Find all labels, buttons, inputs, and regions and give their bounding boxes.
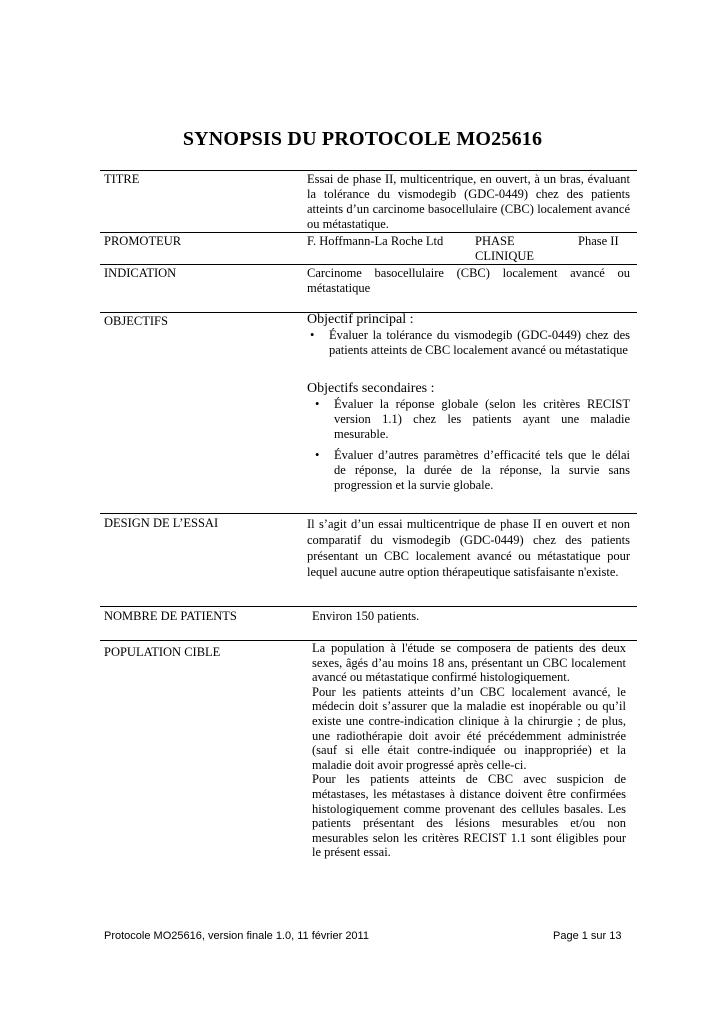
- phase-label-line-1: PHASE: [475, 234, 515, 248]
- population-paragraph: La population à l'étude se composera de patients des deux sexes, âgés d’au moins 18 ans, présentant un CBC localement avancé ou métastatique confirmé histologiquement.: [312, 641, 626, 685]
- row-text-titre: Essai de phase II, multicentrique, en ouvert, à un bras, évaluant la tolérance du vismodegib (GDC-0449) chez des patients atteints d’un carcinome basocellulaire (CBC) localement avancé ou métastatique.: [307, 172, 630, 231]
- footer-page-number: Page 1 sur 13: [553, 930, 622, 942]
- row-label-objectifs: OBJECTIFS: [104, 314, 168, 328]
- objectifs-secondaires-heading: Objectifs secondaires :: [307, 381, 435, 396]
- row-label-population: POPULATION CIBLE: [104, 645, 221, 659]
- promoteur-name: F. Hoffmann-La Roche Ltd: [307, 234, 444, 248]
- row-label-titre: TITRE: [104, 172, 140, 186]
- bullet-icon: •: [310, 328, 315, 342]
- list-item: • Évaluer la tolérance du vismodegib (GDC-0449) chez des patients atteints de CBC localement avancé ou métastatique: [310, 328, 630, 357]
- row-text-design: Il s’agit d’un essai multicentrique de phase II en ouvert et non comparatif du vismodegib (GDC-0449) chez des patients présentant un CBC localement avancé ou métastatique pour lequel aucune autre option thérapeutique satisfaisante n'existe.: [307, 517, 630, 579]
- bullet-icon: •: [315, 397, 320, 411]
- row-label-nombre: NOMBRE DE PATIENTS: [104, 609, 237, 623]
- row-label-design: DESIGN DE L’ESSAI: [104, 516, 219, 530]
- row-divider: [100, 170, 637, 171]
- footer-left: Protocole MO25616, version finale 1.0, 11 février 2011: [104, 930, 369, 942]
- row-text-indication: Carcinome basocellulaire (CBC) localement avancé ou métastatique: [307, 266, 630, 295]
- row-divider: [100, 513, 637, 514]
- list-item: • Évaluer la réponse globale (selon les critères RECIST version 1.1) chez les patients ayant une maladie mesurable.: [315, 397, 630, 441]
- objectifs-content: [307, 312, 630, 493]
- phase-value: Phase II: [578, 234, 619, 248]
- objectif-principal-heading: Objectif principal :: [307, 312, 414, 327]
- phase-label: [475, 234, 534, 264]
- row-divider: [100, 232, 637, 233]
- objectif-principal-list: [307, 328, 630, 358]
- bullet-icon: •: [315, 448, 320, 462]
- list-item: • Évaluer d’autres paramètres d’efficacité tels que le délai de réponse, la durée de la réponse, la survie sans progression et la survie globale.: [315, 448, 630, 492]
- row-label-indication: INDICATION: [104, 266, 177, 280]
- document-title: SYNOPSIS DU PROTOCOLE MO25616: [182, 128, 543, 150]
- phase-label-line-2: CLINIQUE: [475, 249, 535, 263]
- population-paragraph: Pour les patients atteints de CBC avec suspicion de métastases, les métastases à distance doivent être confirmées histologiquement comme provenant des cellules basales. Les patients présentant des lésions mesurables et/ou non mesurables selon les critères RECIST 1.1 sont éligibles pour le présent essai.: [312, 772, 626, 860]
- row-label-promoteur: PROMOTEUR: [104, 234, 182, 248]
- objectifs-secondaires-list: [312, 397, 630, 493]
- row-text-nombre: Environ 150 patients.: [312, 609, 420, 623]
- row-text-population: [312, 641, 626, 860]
- row-divider: [100, 264, 637, 265]
- row-divider: [100, 606, 637, 607]
- population-paragraph: Pour les patients atteints d’un CBC localement avancé, le médecin doit s’assurer que la maladie est inopérable ou qu’il existe une contre-indication clinique à la chirurgie ; de plus, une radiothérapie doit avoir été précédemment administrée (sauf si elle était contre-indiquée ou inappropriée) et la maladie doit avoir progressé après celle-ci.: [312, 684, 626, 772]
